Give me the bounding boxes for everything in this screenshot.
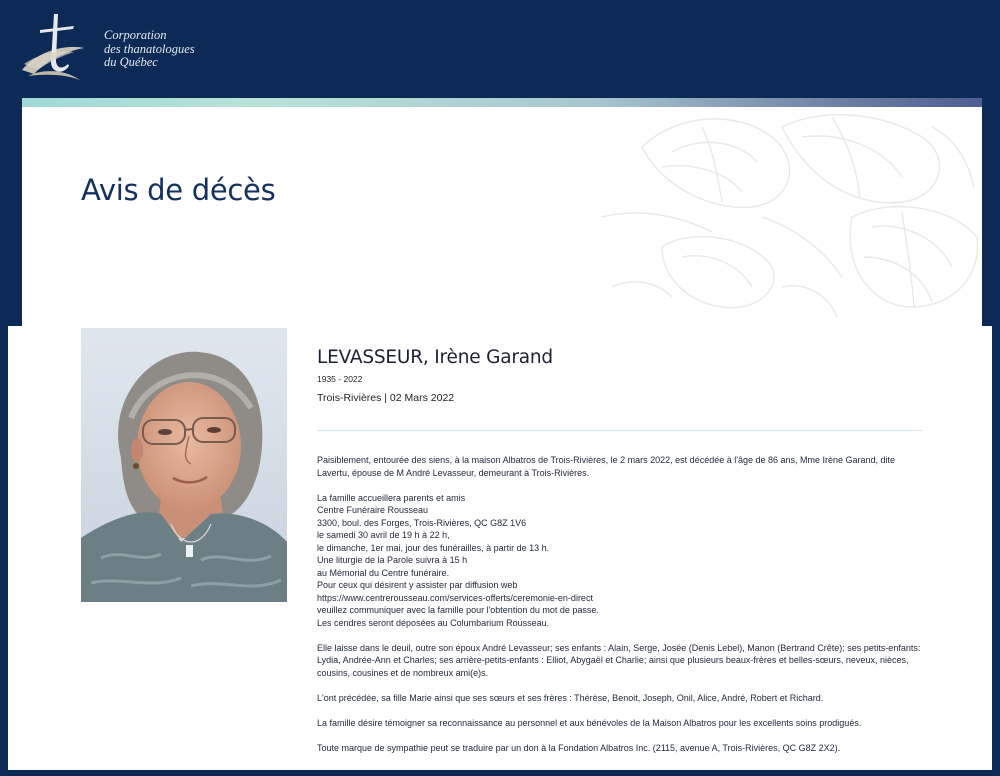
deceased-name: LEVASSEUR, Irène Garand (317, 347, 553, 368)
notice-header (317, 347, 922, 404)
obituary-paragraph-4: L'ont précédée, sa fille Marie ainsi que ses sœurs et ses frères : Thérèse, Benoit, Joseph, Onil, Alice, André, Robert et Richard. (317, 692, 824, 703)
obituary-content (8, 326, 992, 770)
logo-text (104, 29, 195, 70)
visitation-line: Pour ceux qui désirent y assister par diffusion web (317, 580, 518, 590)
logo-line-1: Corporation (104, 28, 167, 42)
logo-line-3: du Québec (104, 55, 158, 69)
obituary-paragraph-3: Elle laisse dans le deuil, outre son époux André Levasseur; ses enfants : Alain, Serge, Josée (Denis Lebel), Manon (Bertrand Crête); ses petits-enfants: Lydia, Andrée-Ann et Charles; ses arrière-petits-enfants : Elliot, Abygaël et Charlie; ainsi que plusieurs beaux-frères et belles-sœurs, neveux, nièces, cousins, cousines et de nombreux ami(e)s. (317, 642, 921, 678)
visitation-line: le dimanche, 1er mai, jour des funérailles, à partir de 13 h. (317, 542, 550, 553)
logo-mark-icon (18, 10, 90, 86)
visitation-line: La famille accueillera parents et amis (317, 492, 466, 503)
obituary-paragraph-6: Toute marque de sympathie peut se traduire par un don à la Fondation Albatros Inc. (2115, avenue A, Trois-Rivières, QC G8Z 2X2). (317, 742, 841, 753)
visitation-line: Les cendres seront déposées au Columbarium Rousseau. (317, 617, 550, 628)
visitation-line: Centre Funéraire Rousseau (317, 505, 429, 515)
visitation-line: 3300, boul. des Forges, Trois-Rivières, QC G8Z 1V6 (317, 517, 527, 528)
hero-banner (22, 107, 982, 329)
webcast-url: https://www.centrerousseau.com/services-offerts/ceremonie-en-direct (317, 592, 593, 603)
visitation-line: le samedi 30 avril de 19 h à 22 h, (317, 530, 450, 540)
logo-line-2: des thanatologues (104, 41, 195, 56)
accent-gradient-bar (22, 98, 982, 107)
section-divider (317, 430, 922, 431)
obituary-paragraph-1: Paisiblement, entourée des siens, à la maison Albatros de Trois-Rivières, le 2 mars 2022, est décédée à l'âge de 86 ans, Mme Irène Garand, dite Lavertu, épouse de M André Levasseur, demeurant à Trois-Rivières. (317, 455, 896, 478)
location-date: Trois-Rivières | 02 Mars 2022 (317, 392, 455, 404)
portrait-image (81, 328, 287, 602)
visitation-line: Une liturgie de la Parole suivra à 15 h (317, 555, 468, 565)
site-logo[interactable] (18, 10, 218, 90)
obituary-paragraph-5: La famille désire témoigner sa reconnaissance au personnel et aux bénévoles de la Maison Albatros pour les excellents soins prodigués. (317, 717, 862, 728)
page-title: Avis de décès (81, 173, 276, 207)
floral-decoration-icon (602, 107, 982, 329)
portrait-photo (81, 328, 287, 602)
visitation-line: veuillez communiquer avec la famille pour l'obtention du mot de passe. (317, 605, 599, 615)
visitation-line: au Mémorial du Centre funéraire. (317, 567, 450, 578)
life-years: 1935 - 2022 (317, 374, 363, 384)
visitation-details (317, 492, 929, 630)
obituary-text (317, 454, 929, 767)
